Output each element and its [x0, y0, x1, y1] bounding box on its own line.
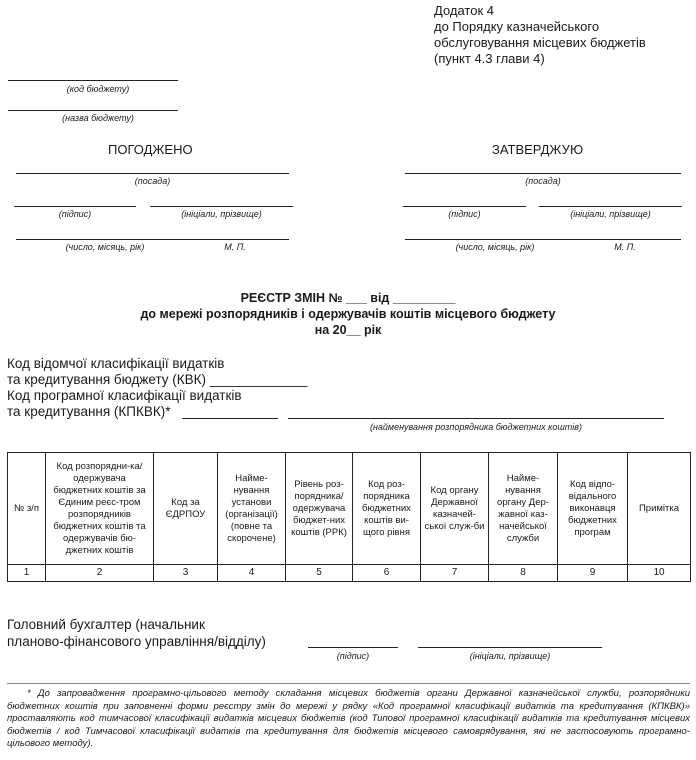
chief-initials-line[interactable]: [418, 647, 602, 648]
kvk-label-line-2: та кредитування бюджету (КВК) _____________: [7, 372, 308, 387]
column-number: 8: [489, 565, 558, 582]
agreed-date-line[interactable]: [16, 239, 289, 240]
agreed-date-caption: (число, місяць, рік): [65, 242, 145, 252]
kpkvk-label-line-2: та кредитування (КПКВК)*: [7, 404, 171, 419]
column-header: Найме-нування установи (організації) (повне та скорочене): [218, 453, 286, 565]
approved-date-line[interactable]: [405, 239, 681, 240]
column-number: 4: [218, 565, 286, 582]
table-header-row: [8, 453, 691, 565]
footnote-separator: [7, 683, 690, 684]
chief-accountant-label: [7, 616, 266, 650]
column-header: Найме-нування органу Дер-жавної каз-начейської служби: [489, 453, 558, 565]
agreed-heading: ПОГОДЖЕНО: [108, 142, 193, 157]
agreed-seal-caption: М. П.: [224, 242, 246, 252]
budget-code-line[interactable]: [8, 80, 178, 81]
kpkvk-code-line[interactable]: [182, 418, 278, 419]
agreed-position-caption: (посада): [134, 176, 171, 186]
column-number: 1: [8, 565, 46, 582]
approved-initials-caption: (ініціали, прізвище): [570, 209, 651, 219]
register-title-line-2: до мережі розпорядників і одержувачів коштів місцевого бюджету: [140, 307, 556, 321]
column-header: Код органу Державної казначей-ської служ-би: [421, 453, 489, 565]
approved-position-caption: (посада): [525, 176, 561, 186]
approved-signature-line[interactable]: [403, 206, 526, 207]
column-header: № з/п: [8, 453, 46, 565]
approved-signature-caption: (підпис): [448, 209, 481, 219]
chief-initials-caption: (ініціали, прізвище): [469, 651, 551, 661]
agreed-initials-line[interactable]: [150, 206, 293, 207]
kpkvk-label-line-1: Код програмної класифікації видатків: [7, 388, 242, 403]
budget-name-line[interactable]: [8, 110, 178, 111]
column-number-row: [8, 565, 691, 582]
annex-line-1: Додаток 4: [434, 3, 494, 18]
approved-position-line[interactable]: [405, 173, 681, 174]
approved-date-caption: (число, місяць, рік): [455, 242, 535, 252]
column-header: Код розпорядни-ка/ одержувача бюджетних коштів за Єдиним реєс-тром розпорядників бюджетних коштів та одержувачів бю-джетних коштів: [46, 453, 154, 565]
column-header: Код за ЄДРПОУ: [154, 453, 218, 565]
register-title: [0, 290, 696, 338]
agreed-signature-line[interactable]: [14, 206, 136, 207]
annex-line-2: до Порядку казначейського: [434, 19, 600, 34]
column-header: Код відпо-відального виконавця бюджетних програм: [558, 453, 628, 565]
annex-reference: [434, 3, 646, 67]
register-title-line-3: на 20__ рік: [314, 323, 382, 337]
footnote: * До запровадження програмно-цільового методу складання місцевих бюджетів органи Державної казначейської служби, розпорядники бюджетних коштів при заповненні форми реєстру змін до мережі у рядку «Код програмної класифікації видатків та кредитування (КПКВК)» проставляють код тимчасової класифікації видатків місцевих бюджетів (код Типової програмної класифікації видатків та кредитування місцевих бюджетів / код Тимчасової класифікації видатків та кредитування для бюджетів місцевого самоврядування, які не застосовують програмно-цільового методу).: [7, 688, 690, 749]
column-number: 6: [353, 565, 421, 582]
column-number: 7: [421, 565, 489, 582]
register-title-line-1: РЕЄСТР ЗМІН № ___ від _________: [240, 291, 456, 305]
chief-signature-caption: (підпис): [336, 651, 370, 661]
chief-accountant-line-2: планово-фінансового управління/відділу): [7, 634, 266, 649]
annex-line-3: обслуговування місцевих бюджетів: [434, 35, 646, 50]
manager-name-line[interactable]: [288, 418, 664, 419]
agreed-initials-caption: (ініціали, прізвище): [181, 209, 262, 219]
approved-initials-line[interactable]: [539, 206, 682, 207]
column-number: 2: [46, 565, 154, 582]
annex-line-4: (пункт 4.3 глави 4): [434, 51, 545, 66]
register-table: [7, 452, 691, 582]
column-number: 9: [558, 565, 628, 582]
agreed-position-line[interactable]: [16, 173, 289, 174]
column-number: 5: [286, 565, 353, 582]
column-number: 10: [628, 565, 691, 582]
approved-heading: ЗАТВЕРДЖУЮ: [492, 142, 584, 157]
kvk-label-line-1: Код відомчої класифікації видатків: [7, 356, 225, 371]
kvk-field: [7, 356, 307, 388]
approved-seal-caption: М. П.: [614, 242, 636, 252]
chief-signature-line[interactable]: [308, 647, 398, 648]
kpkvk-field: [7, 388, 242, 420]
manager-name-caption: (найменування розпорядника бюджетних коштів): [369, 422, 583, 432]
budget-name-caption: (назва бюджету): [62, 113, 134, 123]
budget-code-caption: (код бюджету): [66, 84, 130, 94]
column-number: 3: [154, 565, 218, 582]
chief-accountant-line-1: Головний бухгалтер (начальник: [7, 617, 205, 632]
column-header: Код роз-порядника бюджетних коштів ви-щого рівня: [353, 453, 421, 565]
column-header: Рівень роз-порядника/ одержувача бюджет-них коштів (РРК): [286, 453, 353, 565]
column-header: Примітка: [628, 453, 691, 565]
agreed-signature-caption: (підпис): [58, 209, 92, 219]
